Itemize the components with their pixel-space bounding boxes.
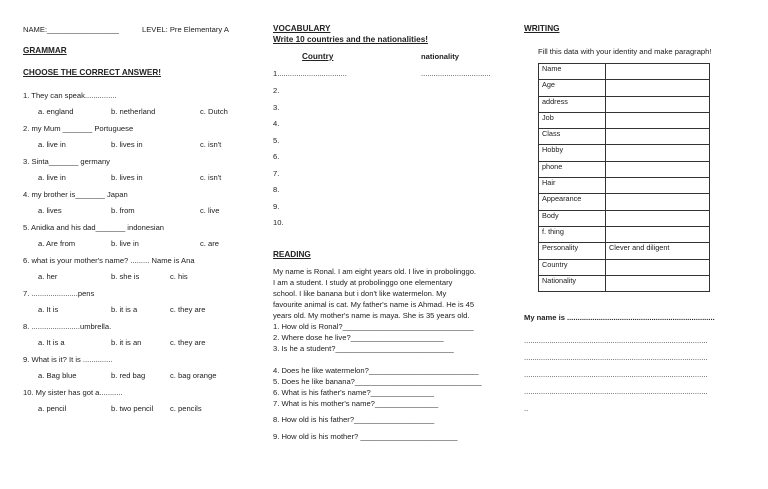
question-text: 10. My sister has got a........... xyxy=(23,388,123,397)
row-value xyxy=(606,178,710,194)
paragraph-line: ....................................................................................... xyxy=(524,387,708,396)
option-c: c. bag orange xyxy=(170,371,217,380)
row-label: Age xyxy=(539,80,606,96)
passage-line: favourite animal is cat. My father's name is Ahmad. He is 45 xyxy=(273,300,475,309)
question-text: 9. What is it? It is .............. xyxy=(23,355,113,364)
row-label: Job xyxy=(539,112,606,128)
vocabulary-row: 9. xyxy=(273,202,280,211)
table-row xyxy=(539,178,710,194)
option-b: b. she is xyxy=(111,272,140,281)
writing-instruction: Fill this data with your identity and make paragraph! xyxy=(538,47,712,56)
reading-question: 7. What is his mother's name?_______________ xyxy=(273,399,439,408)
row-label: Class xyxy=(539,129,606,145)
vocabulary-instruction: Write 10 countries and the nationalities! xyxy=(273,35,428,44)
option-b: b. netherland xyxy=(111,107,156,116)
vocabulary-row: 4. xyxy=(273,119,280,128)
nationality-blank: ................................. xyxy=(421,69,491,78)
row-label: address xyxy=(539,96,606,112)
passage-line: I am a student. I study at probolinggo one elementary xyxy=(273,278,453,287)
reading-question: 1. How old is Ronal?_______________________________ xyxy=(273,322,474,331)
table-row xyxy=(539,243,710,259)
option-a: a. Bag blue xyxy=(38,371,77,380)
row-label: f. thing xyxy=(539,226,606,242)
option-c: c. isn't xyxy=(200,173,222,182)
option-c: c. they are xyxy=(170,338,206,347)
option-a: a. england xyxy=(38,107,74,116)
option-c: c. are xyxy=(200,239,219,248)
table-row xyxy=(539,161,710,177)
nationality-column-header: nationality xyxy=(421,52,459,61)
question-text: 2. my Mum _______ Portuguese xyxy=(23,124,134,133)
reading-question: 3. Is he a student?____________________________ xyxy=(273,344,454,353)
row-label: Nationality xyxy=(539,275,606,291)
table-row xyxy=(539,129,710,145)
reading-question: 9. How old is his mother? _______________________ xyxy=(273,432,458,441)
row-label: Hair xyxy=(539,178,606,194)
reading-question: 4. Does he like watermelon?__________________________ xyxy=(273,366,479,375)
row-label: Country xyxy=(539,259,606,275)
question-text: 1. They can speak............... xyxy=(23,91,117,100)
vocabulary-row: 3. xyxy=(273,103,280,112)
vocabulary-row: 7. xyxy=(273,169,280,178)
question-text: 3. Sinta_______ germany xyxy=(23,157,110,166)
my-name-is-line: My name is ...................................................................... xyxy=(524,313,715,322)
passage-line: school. I like banana but i don't like watermelon. My xyxy=(273,289,447,298)
option-a: a. pencil xyxy=(38,404,67,413)
option-c: c. isn't xyxy=(200,140,222,149)
row-label: Personality xyxy=(539,243,606,259)
question-text: 5. Anidka and his dad_______ indonesian xyxy=(23,223,165,232)
row-value xyxy=(606,112,710,128)
table-row xyxy=(539,145,710,161)
table-row xyxy=(539,96,710,112)
option-c: c. pencils xyxy=(170,404,202,413)
vocabulary-row: 8. xyxy=(273,185,280,194)
vocabulary-title: VOCABULARY xyxy=(273,24,331,33)
row-value xyxy=(606,129,710,145)
option-a: a. Are from xyxy=(38,239,76,248)
table-row xyxy=(539,275,710,291)
table-row xyxy=(539,64,710,80)
table-row xyxy=(539,80,710,96)
table-row xyxy=(539,259,710,275)
passage-line: years old. My mother's name is maya. She is 35 years old. xyxy=(273,311,470,320)
option-c: c. live xyxy=(200,206,220,215)
option-b: b. it is an xyxy=(111,338,142,347)
row-label: Body xyxy=(539,210,606,226)
country-column-header: Country xyxy=(302,52,334,61)
option-c: c. they are xyxy=(170,305,206,314)
option-c: c. his xyxy=(170,272,188,281)
vocabulary-row: 10. xyxy=(273,218,284,227)
table-row xyxy=(539,210,710,226)
option-b: b. two pencil xyxy=(111,404,154,413)
vocabulary-row: 1................................. xyxy=(273,69,347,78)
option-a: a. lives xyxy=(38,206,62,215)
reading-question: 6. What is his father's name?_______________ xyxy=(273,388,435,397)
option-a: a. her xyxy=(38,272,58,281)
option-b: b. lives in xyxy=(111,173,143,182)
level-label: LEVEL: Pre Elementary A xyxy=(142,25,229,34)
option-b: b. it is a xyxy=(111,305,138,314)
name-field-label: NAME:_________________ xyxy=(23,25,119,34)
row-value xyxy=(606,275,710,291)
paragraph-line: ....................................................................................... xyxy=(524,370,708,379)
question-text: 4. my brother is_______ Japan xyxy=(23,190,128,199)
option-a: a. live in xyxy=(38,140,66,149)
reading-question: 5. Does he like banana?______________________________ xyxy=(273,377,482,386)
vocabulary-row: 6. xyxy=(273,152,280,161)
writing-title: WRITING xyxy=(524,24,560,33)
option-b: b. from xyxy=(111,206,135,215)
identity-table xyxy=(538,63,710,292)
grammar-title: GRAMMAR xyxy=(23,46,67,55)
question-text: 8. .......................umbrella. xyxy=(23,322,112,331)
table-row xyxy=(539,194,710,210)
reading-question: 8. How old is his father?___________________ xyxy=(273,415,435,424)
row-value xyxy=(606,64,710,80)
reading-question: 2. Where dose he live?______________________ xyxy=(273,333,444,342)
option-a: a. It is a xyxy=(38,338,65,347)
row-value xyxy=(606,259,710,275)
row-label: Appearance xyxy=(539,194,606,210)
reading-title: READING xyxy=(273,250,311,259)
vocabulary-row: 5. xyxy=(273,136,280,145)
row-value xyxy=(606,226,710,242)
option-c: c. Dutch xyxy=(200,107,228,116)
row-label: Hobby xyxy=(539,145,606,161)
row-value: Clever and diligent xyxy=(606,243,710,259)
vocabulary-row: 2. xyxy=(273,86,280,95)
row-value xyxy=(606,161,710,177)
option-b: b. live in xyxy=(111,239,139,248)
row-value xyxy=(606,96,710,112)
paragraph-line: .. xyxy=(524,404,529,413)
row-value xyxy=(606,194,710,210)
row-value xyxy=(606,145,710,161)
passage-line: My name is Ronal. I am eight years old. I live in probolinggo. xyxy=(273,267,477,276)
option-b: b. lives in xyxy=(111,140,143,149)
row-value xyxy=(606,210,710,226)
option-b: b. red bag xyxy=(111,371,146,380)
question-text: 7. ......................pens xyxy=(23,289,95,298)
row-label: phone xyxy=(539,161,606,177)
option-a: a. live in xyxy=(38,173,66,182)
row-label: Name xyxy=(539,64,606,80)
paragraph-line: ....................................................................................... xyxy=(524,353,708,362)
row-value xyxy=(606,80,710,96)
table-row xyxy=(539,112,710,128)
option-a: a. It is xyxy=(38,305,59,314)
paragraph-line: ....................................................................................... xyxy=(524,336,708,345)
question-text: 6. what is your mother's name? ......... Name is Ana xyxy=(23,256,195,265)
table-row xyxy=(539,226,710,242)
grammar-instruction: CHOOSE THE CORRECT ANSWER! xyxy=(23,68,161,77)
